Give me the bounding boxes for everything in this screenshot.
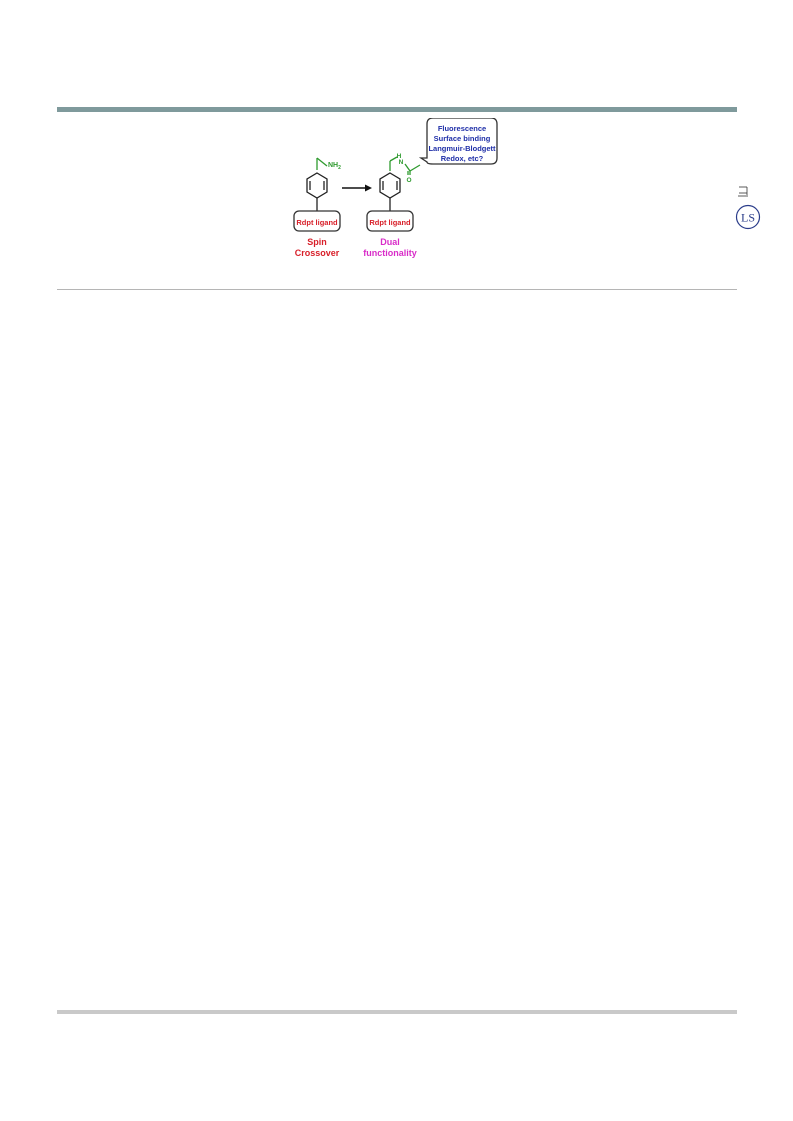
ligand-label-left: Rdpt ligand [296, 218, 338, 227]
right-caption-line1: Dual [380, 237, 400, 247]
small-document-icon [738, 187, 748, 196]
amide-n: N [398, 159, 404, 166]
function-item-4: Redox, etc? [440, 154, 484, 163]
left-caption-line1: Spin [307, 237, 327, 247]
function-callout [421, 118, 497, 164]
function-item-2: Surface binding [433, 134, 491, 143]
ls-text: LS [740, 210, 756, 225]
footer-rule [57, 1010, 737, 1014]
amine-label: $NH_2$ [328, 162, 341, 171]
reaction-scheme [270, 118, 510, 278]
figure-bottom-rule [57, 289, 737, 290]
reaction-arrow [342, 185, 372, 192]
function-item-1: Fluorescence [437, 124, 487, 133]
left-molecule [307, 158, 327, 211]
left-caption-line2: Crossover [294, 248, 340, 258]
amide-h: H [396, 153, 402, 160]
ligand-label-right: Rdpt ligand [369, 218, 411, 227]
ls-badge [733, 183, 763, 231]
function-item-3: Langmuir-Blodgett [428, 144, 496, 153]
top-rule [57, 107, 737, 112]
amide-o: O [406, 177, 412, 184]
right-caption-line2: functionality [363, 248, 417, 258]
